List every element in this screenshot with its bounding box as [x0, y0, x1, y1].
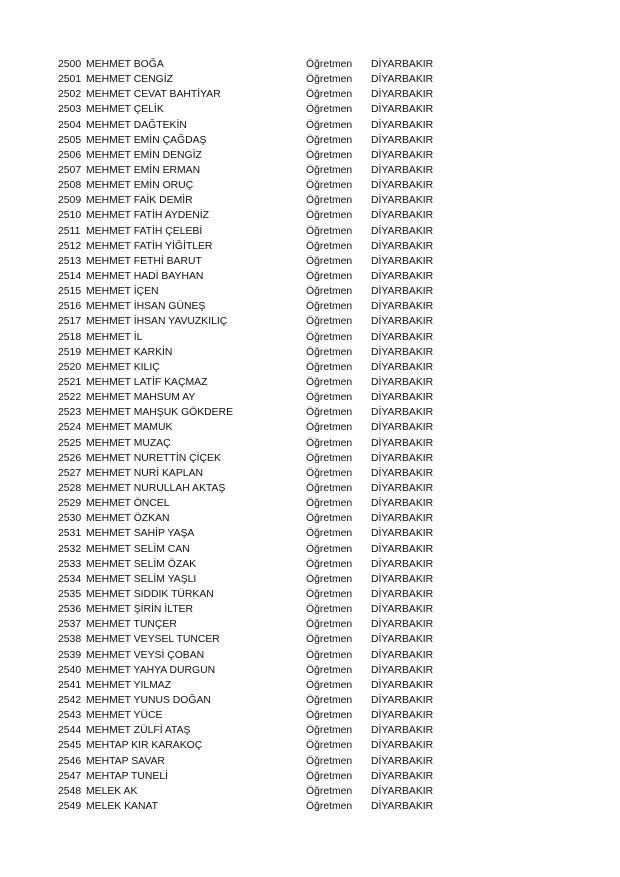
city-name: DİYARBAKIR: [371, 558, 434, 570]
city-name: DİYARBAKIR: [371, 452, 434, 464]
city-name: DİYARBAKIR: [371, 134, 434, 146]
row-number: 2520: [58, 361, 82, 373]
list-row: [58, 708, 478, 723]
person-name: MEHTAP SAVAR: [86, 755, 165, 767]
job-title: Öğretmen: [306, 104, 353, 116]
city-name: DİYARBAKIR: [371, 255, 434, 267]
job-title: Öğretmen: [306, 513, 353, 525]
personnel-list: [58, 57, 478, 814]
job-title: Öğretmen: [306, 467, 353, 479]
city-name: DİYARBAKIR: [371, 483, 434, 494]
list-row: [58, 345, 478, 360]
person-name: MEHMET BOĞA: [86, 59, 164, 71]
person-name: MEHMET EMİN DENGİZ: [86, 149, 202, 161]
person-name: MEHMET YUNUS DOĞAN: [86, 694, 211, 706]
job-title: Öğretmen: [306, 210, 353, 222]
list-row: [58, 239, 478, 254]
city-name: DİYARBAKIR: [371, 513, 434, 525]
row-number: 2544: [58, 725, 82, 737]
person-name: MEHMET İHSAN YAVUZKILIÇ: [86, 316, 228, 328]
job-title: Öğretmen: [306, 119, 353, 131]
person-name: MEHMET YAHYA DURGUN: [86, 664, 216, 676]
job-title: Öğretmen: [306, 694, 353, 706]
row-number: 2503: [58, 104, 82, 116]
list-row: [58, 572, 478, 587]
city-name: DİYARBAKIR: [371, 604, 434, 616]
list-row: [58, 102, 478, 117]
job-title: Öğretmen: [306, 301, 353, 313]
person-name: MEHMET FAİK DEMİR: [86, 195, 193, 207]
city-name: DİYARBAKIR: [371, 271, 434, 283]
person-name: MEHMET YÜCE: [86, 710, 163, 722]
row-number: 2549: [58, 800, 82, 812]
row-number: 2501: [58, 74, 82, 86]
person-name: MEHTAP TUNELİ: [86, 770, 168, 782]
row-number: 2510: [58, 210, 82, 222]
row-number: 2508: [58, 180, 82, 192]
job-title: Öğretmen: [306, 649, 353, 661]
job-title: Öğretmen: [306, 437, 353, 449]
person-name: MEHMET EMİN ÇAĞDAŞ: [86, 134, 207, 146]
city-name: DİYARBAKIR: [371, 467, 434, 479]
city-name: DİYARBAKIR: [371, 240, 434, 252]
list-row: [58, 436, 478, 451]
row-number: 2543: [58, 710, 82, 722]
row-number: 2525: [58, 437, 82, 449]
city-name: DİYARBAKIR: [371, 361, 434, 373]
city-name: DİYARBAKIR: [371, 664, 434, 676]
list-row: [58, 557, 478, 572]
person-name: MEHMET HADİ BAYHAN: [86, 271, 204, 283]
city-name: DİYARBAKIR: [371, 619, 434, 631]
list-row: [58, 466, 478, 481]
list-row: [58, 72, 478, 87]
job-title: Öğretmen: [306, 558, 353, 570]
job-title: Öğretmen: [306, 255, 353, 267]
city-name: DİYARBAKIR: [371, 649, 434, 661]
job-title: Öğretmen: [306, 422, 353, 434]
city-name: DİYARBAKIR: [371, 104, 434, 116]
person-name: MEHMET NURETTİN ÇİÇEK: [86, 452, 221, 464]
job-title: Öğretmen: [306, 134, 353, 146]
job-title: Öğretmen: [306, 74, 353, 86]
person-name: MELEK AK: [86, 785, 138, 797]
person-name: MEHMET SIDDIK TÜRKAN: [86, 588, 214, 600]
city-name: DİYARBAKIR: [371, 498, 434, 510]
row-number: 2540: [58, 664, 82, 676]
city-name: DİYARBAKIR: [371, 210, 434, 222]
person-name: MEHMET SELİM CAN: [86, 543, 190, 555]
city-name: DİYARBAKIR: [371, 785, 434, 797]
city-name: DİYARBAKIR: [371, 301, 434, 313]
city-name: DİYARBAKIR: [371, 377, 434, 389]
list-row: [58, 148, 478, 163]
person-name: MEHMET DAĞTEKİN: [86, 119, 187, 131]
list-row: [58, 284, 478, 299]
row-number: 2519: [58, 346, 82, 358]
row-number: 2530: [58, 513, 82, 525]
list-row: [58, 542, 478, 557]
city-name: DİYARBAKIR: [371, 331, 434, 343]
row-number: 2507: [58, 165, 82, 177]
row-number: 2537: [58, 619, 82, 631]
person-name: MEHMET VEYSİ ÇOBAN: [86, 649, 205, 661]
list-row: [58, 254, 478, 269]
list-row: [58, 118, 478, 133]
person-name: MEHMET ŞİRİN İLTER: [86, 604, 193, 616]
city-name: DİYARBAKIR: [371, 725, 434, 737]
list-row: [58, 496, 478, 511]
job-title: Öğretmen: [306, 316, 353, 328]
city-name: DİYARBAKIR: [371, 392, 434, 404]
job-title: Öğretmen: [306, 619, 353, 631]
job-title: Öğretmen: [306, 180, 353, 192]
job-title: Öğretmen: [306, 240, 353, 252]
row-number: 2516: [58, 301, 82, 313]
list-row: [58, 224, 478, 239]
row-number: 2531: [58, 528, 82, 540]
job-title: Öğretmen: [306, 710, 353, 722]
city-name: DİYARBAKIR: [371, 316, 434, 328]
city-name: DİYARBAKIR: [371, 119, 434, 131]
row-number: 2506: [58, 149, 82, 161]
person-name: MEHMET FETHİ BARUT: [86, 255, 202, 267]
person-name: MEHMET ZÜLFİ ATAŞ: [86, 725, 191, 737]
list-row: [58, 738, 478, 753]
list-row: [58, 799, 478, 814]
city-name: DİYARBAKIR: [371, 588, 434, 600]
row-number: 2545: [58, 740, 82, 752]
list-row: [58, 57, 478, 72]
list-row: [58, 723, 478, 738]
row-number: 2532: [58, 543, 82, 555]
list-row: [58, 360, 478, 375]
job-title: Öğretmen: [306, 286, 353, 298]
job-title: Öğretmen: [306, 346, 353, 358]
person-name: MEHMET KARKİN: [86, 346, 173, 358]
person-name: MEHMET KILIÇ: [86, 361, 160, 373]
job-title: Öğretmen: [306, 725, 353, 737]
job-title: Öğretmen: [306, 452, 353, 464]
person-name: MEHMET EMİN ORUÇ: [86, 180, 194, 192]
row-number: 2546: [58, 755, 82, 767]
row-number: 2538: [58, 634, 82, 646]
row-number: 2547: [58, 770, 82, 782]
city-name: DİYARBAKIR: [371, 59, 434, 71]
job-title: Öğretmen: [306, 785, 353, 797]
row-number: 2536: [58, 604, 82, 616]
job-title: Öğretmen: [306, 377, 353, 389]
row-number: 2504: [58, 119, 82, 131]
list-row: [58, 632, 478, 647]
row-number: 2502: [58, 89, 82, 101]
list-row: [58, 193, 478, 208]
row-number: 2534: [58, 573, 82, 585]
person-name: MEHMET TUNÇER: [86, 619, 177, 631]
city-name: DİYARBAKIR: [371, 89, 434, 101]
job-title: Öğretmen: [306, 149, 353, 161]
list-row: [58, 390, 478, 405]
person-name: MEHMET YILMAZ: [86, 679, 172, 691]
row-number: 2513: [58, 255, 82, 267]
job-title: Öğretmen: [306, 498, 353, 510]
row-number: 2512: [58, 240, 82, 252]
job-title: Öğretmen: [306, 225, 353, 237]
row-number: 2526: [58, 452, 82, 464]
city-name: DİYARBAKIR: [371, 74, 434, 86]
list-row: [58, 330, 478, 345]
list-row: [58, 647, 478, 662]
row-number: 2542: [58, 694, 82, 706]
city-name: DİYARBAKIR: [371, 286, 434, 298]
job-title: Öğretmen: [306, 165, 353, 177]
city-name: DİYARBAKIR: [371, 740, 434, 752]
job-title: Öğretmen: [306, 664, 353, 676]
person-name: MEHMET NURİ KAPLAN: [86, 467, 204, 479]
row-number: 2511: [58, 225, 81, 237]
job-title: Öğretmen: [306, 634, 353, 646]
job-title: Öğretmen: [306, 770, 353, 782]
row-number: 2529: [58, 498, 82, 510]
person-name: MEHMET EMİN ERMAN: [86, 165, 201, 177]
city-name: DİYARBAKIR: [371, 694, 434, 706]
list-row: [58, 678, 478, 693]
row-number: 2527: [58, 467, 82, 479]
person-name: MEHMET ÖZKAN: [86, 513, 170, 525]
row-number: 2515: [58, 286, 82, 298]
city-name: DİYARBAKIR: [371, 528, 434, 540]
list-row: [58, 784, 478, 799]
person-name: MEHMET CEVAT BAHTİYAR: [86, 89, 221, 101]
job-title: Öğretmen: [306, 573, 353, 585]
job-title: Öğretmen: [306, 59, 353, 71]
city-name: DİYARBAKIR: [371, 225, 434, 237]
person-name: MEHTAP KIR KARAKOÇ: [86, 740, 203, 752]
row-number: 2535: [58, 588, 82, 600]
list-row: [58, 602, 478, 617]
person-name: MEHMET İÇEN: [86, 286, 159, 298]
job-title: Öğretmen: [306, 331, 353, 343]
job-title: Öğretmen: [306, 392, 353, 404]
list-row: [58, 481, 478, 496]
person-name: MEHMET NURULLAH AKTAŞ: [86, 483, 226, 494]
job-title: Öğretmen: [306, 740, 353, 752]
list-row: [58, 269, 478, 284]
job-title: Öğretmen: [306, 588, 353, 600]
row-number: 2541: [58, 679, 82, 691]
row-number: 2500: [58, 59, 82, 71]
city-name: DİYARBAKIR: [371, 437, 434, 449]
list-row: [58, 769, 478, 784]
row-number: 2522: [58, 392, 82, 404]
person-name: MEHMET MUZAÇ: [86, 437, 171, 449]
row-number: 2524: [58, 422, 82, 434]
city-name: DİYARBAKIR: [371, 543, 434, 555]
person-name: MEHMET FATİH ÇELEBİ: [86, 225, 203, 237]
city-name: DİYARBAKIR: [371, 149, 434, 161]
city-name: DİYARBAKIR: [371, 679, 434, 691]
row-number: 2505: [58, 134, 82, 146]
job-title: Öğretmen: [306, 755, 353, 767]
job-title: Öğretmen: [306, 679, 353, 691]
list-row: [58, 375, 478, 390]
list-row: [58, 753, 478, 768]
row-number: 2533: [58, 558, 82, 570]
city-name: DİYARBAKIR: [371, 770, 434, 782]
person-name: MEHMET LATİF KAÇMAZ: [86, 377, 208, 389]
person-name: MEHMET SELİM ÖZAK: [86, 558, 197, 570]
job-title: Öğretmen: [306, 528, 353, 540]
person-name: MEHMET VEYSEL TUNCER: [86, 634, 220, 646]
list-row: [58, 208, 478, 223]
list-row: [58, 314, 478, 329]
list-row: [58, 87, 478, 102]
job-title: Öğretmen: [306, 604, 353, 616]
row-number: 2509: [58, 195, 82, 207]
list-row: [58, 299, 478, 314]
city-name: DİYARBAKIR: [371, 755, 434, 767]
list-row: [58, 617, 478, 632]
list-row: [58, 511, 478, 526]
job-title: Öğretmen: [306, 361, 353, 373]
job-title: Öğretmen: [306, 195, 353, 207]
city-name: DİYARBAKIR: [371, 346, 434, 358]
person-name: MEHMET SAHİP YAŞA: [86, 528, 195, 540]
row-number: 2517: [58, 316, 82, 328]
list-row: [58, 663, 478, 678]
list-row: [58, 693, 478, 708]
row-number: 2521: [58, 377, 82, 389]
job-title: Öğretmen: [306, 483, 353, 494]
city-name: DİYARBAKIR: [371, 573, 434, 585]
job-title: Öğretmen: [306, 271, 353, 283]
list-row: [58, 587, 478, 602]
person-name: MEHMET İHSAN GÜNEŞ: [86, 301, 206, 313]
city-name: DİYARBAKIR: [371, 180, 434, 192]
person-name: MEHMET SELİM YAŞLI: [86, 573, 197, 585]
row-number: 2528: [58, 483, 82, 494]
list-row: [58, 405, 478, 420]
person-name: MELEK KANAT: [86, 800, 158, 812]
person-name: MEHMET FATİH AYDENİZ: [86, 210, 209, 222]
city-name: DİYARBAKIR: [371, 710, 434, 722]
list-row: [58, 526, 478, 541]
job-title: Öğretmen: [306, 800, 353, 812]
city-name: DİYARBAKIR: [371, 800, 434, 812]
person-name: MEHMET FATİH YİĞİTLER: [86, 240, 213, 252]
job-title: Öğretmen: [306, 407, 353, 419]
person-name: MEHMET ÖNCEL: [86, 498, 170, 510]
person-name: MEHMET ÇELİK: [86, 104, 164, 116]
person-name: MEHMET MAHSUM AY: [86, 392, 196, 404]
person-name: MEHMET MAHŞUK GÖKDERE: [86, 407, 234, 419]
row-number: 2514: [58, 271, 82, 283]
list-row: [58, 451, 478, 466]
person-name: MEHMET MAMUK: [86, 422, 173, 434]
list-row: [58, 133, 478, 148]
city-name: DİYARBAKIR: [371, 422, 434, 434]
city-name: DİYARBAKIR: [371, 634, 434, 646]
person-name: MEHMET CENGİZ: [86, 74, 173, 86]
row-number: 2523: [58, 407, 82, 419]
list-row: [58, 420, 478, 435]
list-row: [58, 178, 478, 193]
city-name: DİYARBAKIR: [371, 407, 434, 419]
list-row: [58, 163, 478, 178]
job-title: Öğretmen: [306, 543, 353, 555]
row-number: 2539: [58, 649, 82, 661]
job-title: Öğretmen: [306, 89, 353, 101]
row-number: 2548: [58, 785, 82, 797]
row-number: 2518: [58, 331, 82, 343]
city-name: DİYARBAKIR: [371, 165, 434, 177]
person-name: MEHMET İL: [86, 331, 143, 343]
city-name: DİYARBAKIR: [371, 195, 434, 207]
